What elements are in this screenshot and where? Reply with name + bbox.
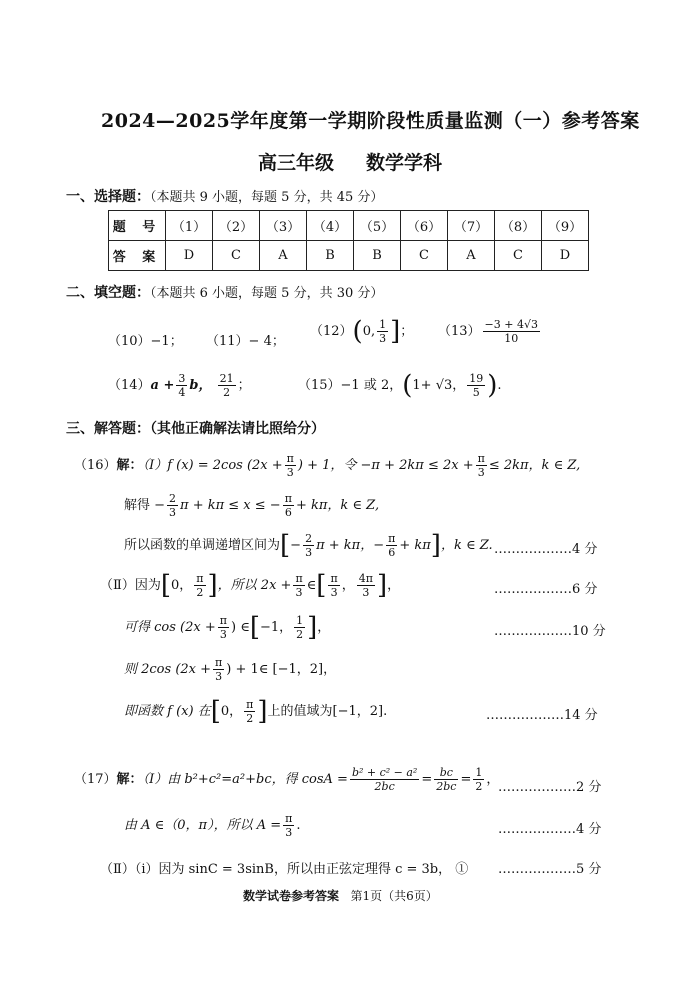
answer-12 — [310, 318, 413, 345]
left-paren: ( — [402, 370, 413, 401]
denominator: 3 — [330, 586, 338, 599]
q16-text: 上的值域为[−1，2]. — [267, 704, 388, 719]
answer-15-label: （15）−1 或 2， — [298, 378, 403, 393]
denominator: 2 — [296, 628, 304, 641]
numerator: π — [215, 656, 223, 669]
fraction — [386, 532, 397, 559]
question-cell: （4） — [307, 211, 354, 241]
denominator: 2 — [196, 586, 204, 599]
denominator: 3 — [379, 332, 387, 345]
denominator: 3 — [215, 670, 223, 683]
fraction — [476, 452, 487, 479]
q16-text: ， — [341, 578, 355, 593]
answer-cell: B — [307, 241, 354, 271]
equals: = — [421, 772, 433, 787]
right-paren: ) — [487, 370, 498, 401]
q16-line3 — [124, 532, 493, 559]
denominator: 3 — [305, 546, 313, 559]
table-row — [109, 211, 589, 241]
left-bracket: [ — [160, 570, 171, 601]
equals: = — [460, 772, 472, 787]
q16-text: 可得 cos (2x + — [124, 620, 216, 635]
denominator: 3 — [362, 586, 370, 599]
q16-text: （Ⅰ）f (x) = 2cos (2x + — [142, 458, 283, 473]
denominator: 6 — [284, 506, 292, 519]
answer-14 — [108, 372, 251, 399]
denominator: 2 — [475, 780, 483, 793]
answer-15-tail: . — [497, 378, 502, 393]
numerator: 1 — [379, 318, 387, 331]
q16-text: 所以函数的单调递增区间为 — [124, 538, 281, 553]
denominator: 2bc — [436, 780, 457, 793]
grade-label: 高三年级 — [258, 152, 335, 174]
q16-text: ≤ 2kπ，k ∈ Z, — [488, 458, 581, 473]
answer-12-text: 0, — [362, 324, 376, 339]
denominator: 3 — [219, 628, 227, 641]
numerator: π — [246, 698, 254, 711]
question-cell: （6） — [401, 211, 448, 241]
fraction — [357, 572, 375, 599]
answer-13-label: （13） — [438, 324, 481, 339]
numerator: π — [330, 572, 338, 585]
answer-14-a: a + — [150, 378, 175, 393]
q17-text: ， — [486, 772, 500, 787]
right-bracket: ] — [376, 570, 388, 601]
score-marker: ………………4 分 — [494, 542, 598, 557]
answer-12-label: （12） — [310, 324, 353, 339]
section1-note: （本题共 9 小题，每题 5 分，共 45 分） — [150, 190, 384, 205]
q17-text: （Ⅰ）由 b²+c²=a²+bc，得 cosA = — [142, 772, 348, 787]
question-cell: （1） — [166, 211, 213, 241]
fraction — [194, 572, 205, 599]
answer-cell: B — [354, 241, 401, 271]
q16-line1 — [74, 452, 580, 479]
answer-14-tail: ； — [237, 378, 251, 393]
fraction — [167, 492, 178, 519]
numerator: 1 — [475, 766, 483, 779]
subject-label: 数学学科 — [366, 152, 443, 174]
q16-text: − — [290, 538, 302, 553]
answer-12-tail: ； — [400, 324, 414, 339]
numerator: π — [286, 452, 294, 465]
q17-line1 — [74, 766, 499, 793]
question-cell: （8） — [495, 211, 542, 241]
fraction — [283, 812, 294, 839]
q16-text: ) + 1，令 −π + 2kπ ≤ 2x + — [297, 458, 474, 473]
section2-title: 二、填空题： — [66, 285, 150, 301]
numerator: −3 + 4√3 — [484, 318, 538, 331]
denominator: 3 — [169, 506, 177, 519]
denominator: 5 — [472, 386, 480, 399]
q16-text: ，k ∈ Z. — [440, 538, 493, 553]
numerator: π — [284, 492, 292, 505]
numerator: π — [388, 532, 396, 545]
fraction — [244, 698, 255, 725]
numerator: 1 — [296, 614, 304, 627]
right-bracket: ] — [390, 316, 401, 347]
fraction — [293, 572, 304, 599]
answer-cell: C — [495, 241, 542, 271]
numerator: b² + c² − a² — [351, 766, 418, 779]
table-row — [109, 241, 589, 271]
fraction — [285, 452, 296, 479]
answer-14-b: b， — [189, 378, 212, 393]
answer-cell: A — [260, 241, 307, 271]
score-marker: ………………2 分 — [498, 780, 602, 795]
numerator: π — [295, 572, 303, 585]
q17-label: （17） — [74, 772, 117, 787]
answer-15-a: 1+ √3， — [412, 378, 466, 393]
question-cell: （9） — [542, 211, 589, 241]
answer-15 — [298, 372, 502, 399]
answer-cell: D — [542, 241, 589, 271]
q16-text: ) ∈ — [230, 620, 250, 635]
fraction — [328, 572, 339, 599]
q16-text: ) + 1∈ [−1，2]， — [226, 662, 337, 677]
denominator: 2 — [246, 712, 254, 725]
q16-solve: 解： — [116, 458, 143, 473]
q16-text: ， — [387, 578, 401, 593]
left-paren: ( — [352, 316, 363, 347]
q17-line3: （Ⅱ）（ⅰ）因为 sinC = 3sinB，所以由正弦定理得 c = 3b， ① — [100, 862, 469, 877]
q16-text: ， — [317, 620, 331, 635]
answer-11: （11）− 4； — [206, 334, 285, 349]
score-marker: ………………4 分 — [498, 822, 602, 837]
q16-line5 — [124, 614, 330, 641]
score-marker: ………………5 分 — [498, 862, 602, 877]
answer-cell: A — [448, 241, 495, 271]
q16-text: （Ⅱ）因为 — [100, 578, 161, 593]
denominator: 4 — [178, 386, 186, 399]
fraction — [377, 318, 388, 345]
right-bracket: ] — [307, 612, 318, 643]
numerator: bc — [434, 766, 458, 780]
numerator: 4π — [358, 572, 373, 585]
numerator: 2 — [169, 492, 177, 505]
left-bracket: [ — [210, 696, 221, 727]
page-title: 2024—2025学年度第一学期阶段性质量监测（一）参考答案 — [101, 110, 640, 132]
section1-title: 一、选择题： — [66, 189, 150, 205]
question-cell: （7） — [448, 211, 495, 241]
score-marker: ………………10 分 — [494, 624, 606, 639]
denominator: 3 — [286, 466, 294, 479]
numerator: π — [219, 614, 227, 627]
q16-text: 则 2cos (2x + — [124, 662, 212, 677]
fraction — [473, 766, 484, 793]
score-marker: ………………6 分 — [494, 582, 598, 597]
answer-table — [108, 210, 589, 271]
answer-10: （10）−1； — [108, 334, 183, 349]
fraction — [218, 614, 229, 641]
q16-text: π + kπ，− — [316, 538, 385, 553]
footer-doc-title: 数学试卷参考答案 — [243, 889, 340, 903]
section1-heading — [66, 186, 383, 206]
fraction — [294, 614, 305, 641]
fraction — [283, 492, 294, 519]
fraction — [434, 766, 458, 793]
question-cell: （3） — [260, 211, 307, 241]
page-footer — [243, 887, 438, 904]
fraction — [213, 656, 224, 683]
denominator: 3 — [295, 586, 303, 599]
numerator: π — [285, 812, 293, 825]
numerator: 3 — [178, 372, 186, 385]
q16-text: + kπ，k ∈ Z, — [295, 498, 380, 513]
fraction — [467, 372, 485, 399]
q16-text: π + kπ ≤ x ≤ − — [180, 498, 281, 513]
q16-line7 — [124, 698, 387, 725]
q16-text: + kπ — [399, 538, 431, 553]
fraction — [483, 318, 540, 345]
answer-14-label: （14） — [108, 378, 151, 393]
fraction — [176, 372, 187, 399]
fraction — [303, 532, 314, 559]
answer-13 — [438, 318, 542, 345]
numerator: π — [196, 572, 204, 585]
q16-text: 0， — [220, 704, 243, 719]
right-bracket: ] — [430, 530, 441, 561]
left-bracket: [ — [316, 570, 327, 601]
q16-line2 — [124, 492, 379, 519]
denominator: 10 — [504, 332, 519, 345]
section2-note: （本题共 6 小题，每题 5 分，共 30 分） — [150, 286, 384, 301]
q16-text: 0， — [171, 578, 193, 593]
left-bracket: [ — [280, 530, 291, 561]
numerator: π — [477, 452, 485, 465]
q16-text: 即函数 f (x) 在 — [124, 704, 211, 719]
q16-label: （16） — [74, 458, 117, 473]
question-cell: （2） — [213, 211, 260, 241]
q16-text: ，所以 2x + — [217, 578, 292, 593]
right-bracket: ] — [207, 570, 218, 601]
numerator: 21 — [219, 372, 234, 385]
answer-cell: C — [401, 241, 448, 271]
q17-line2 — [124, 812, 301, 839]
denominator: 6 — [388, 546, 396, 559]
q17-solve: 解： — [116, 772, 143, 787]
answer-cell: C — [213, 241, 260, 271]
q17-text: 由 A ∈（0，π），所以 A = — [124, 818, 282, 833]
denominator: 2 — [223, 386, 231, 399]
fraction — [350, 766, 419, 793]
denominator: 3 — [285, 826, 293, 839]
q16-line4 — [100, 572, 400, 599]
q16-text: −1， — [259, 620, 293, 635]
numerator: 19 — [469, 372, 484, 385]
q16-text: 解得 − — [124, 498, 166, 513]
right-bracket: ] — [257, 696, 268, 727]
section2-heading — [66, 282, 383, 302]
footer-page-number: 第1页（共6页） — [350, 889, 438, 903]
denominator: 3 — [477, 466, 485, 479]
score-marker: ………………14 分 — [486, 708, 598, 723]
answer-cell: D — [166, 241, 213, 271]
numerator: 2 — [305, 532, 313, 545]
fraction — [218, 372, 236, 399]
row-label-question: 题 号 — [109, 211, 166, 241]
q16-line6 — [124, 656, 336, 683]
section3-heading: 三、解答题：（其他正确解法请比照给分） — [66, 421, 325, 437]
q17-text: . — [296, 818, 301, 833]
left-bracket: [ — [249, 612, 260, 643]
denominator: 2bc — [374, 780, 395, 793]
q16-text: ∈ — [306, 578, 317, 593]
row-label-answer: 答 案 — [109, 241, 166, 271]
question-cell: （5） — [354, 211, 401, 241]
